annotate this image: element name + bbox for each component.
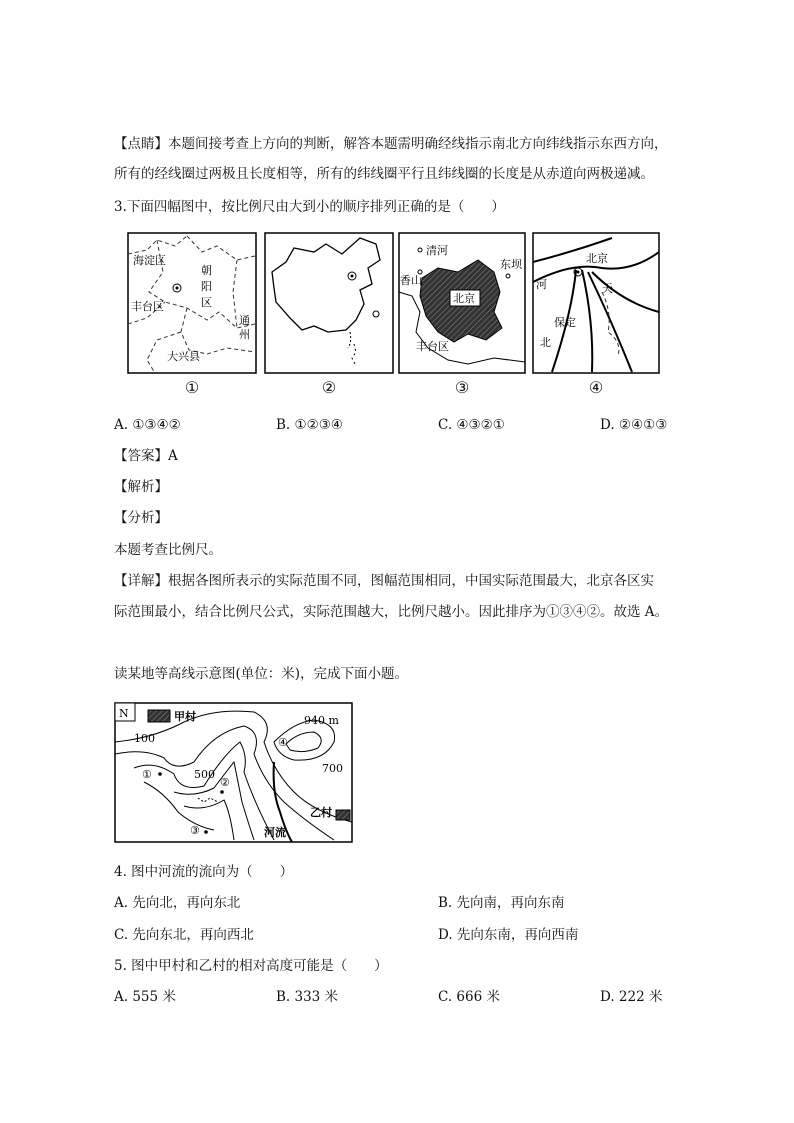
q5-option-a: A. 555 米 bbox=[114, 989, 176, 1005]
contour-label: 甲村 bbox=[174, 710, 196, 723]
map-4 bbox=[532, 232, 660, 374]
figure-number: ② bbox=[321, 378, 337, 397]
q4-option-b: B. 先向南，再向东南 bbox=[438, 895, 565, 911]
map-3 bbox=[398, 232, 526, 374]
q3-option-a: A. ①③④② bbox=[114, 417, 181, 433]
q5-option-b: B. 333 米 bbox=[276, 989, 339, 1005]
q5-option-d: D. 222 米 bbox=[600, 989, 663, 1005]
q4-option-d: D. 先向东南，再向西南 bbox=[438, 927, 579, 943]
figure-number: ③ bbox=[454, 378, 470, 397]
map1-label: 州 bbox=[239, 328, 250, 341]
figure-number: ④ bbox=[588, 378, 604, 397]
fenxi-heading: 【分析】 bbox=[114, 510, 168, 526]
map4-label: 北京 bbox=[586, 252, 608, 265]
question-5: 5. 图中甲村和乙村的相对高度可能是（ ） bbox=[114, 958, 388, 974]
map4-label: 北 bbox=[540, 336, 551, 349]
map3-label: 丰台区 bbox=[416, 340, 449, 353]
map1-label: 朝 bbox=[201, 264, 212, 277]
question-4: 4. 图中河流的流向为（ ） bbox=[114, 864, 294, 880]
map1-label: 丰台区 bbox=[131, 300, 164, 313]
contour-label: 乙村 bbox=[310, 806, 332, 819]
map3-label: 东坝 bbox=[500, 258, 522, 271]
map1-label: 通 bbox=[239, 314, 250, 327]
note-line-1: 【点睛】本题间接考查上方向的判断，解答本题需明确经线指示南北方向纬线指示东西方向， bbox=[114, 136, 668, 152]
note-line-2: 所有的经线圈过两极且长度相等，所有的纬线圈平行且纬线圈的长度是从赤道向两极递减。 bbox=[114, 166, 654, 182]
q5-option-c: C. 666 米 bbox=[438, 989, 500, 1005]
q4-option-c: C. 先向东北，再向西北 bbox=[114, 927, 254, 943]
contour-intro: 读某地等高线示意图(单位：米)，完成下面小题。 bbox=[114, 666, 409, 682]
q4-option-a: A. 先向北，再向东北 bbox=[114, 895, 241, 911]
analysis-heading: 【解析】 bbox=[114, 479, 168, 495]
north-label: N bbox=[119, 707, 129, 720]
detail-line-2: 际范围最小，结合比例尺公式，实际范围越大，比例尺越小。因此排序为①③④②。故选 A。 bbox=[114, 604, 669, 620]
contour-label: 700 bbox=[322, 762, 343, 775]
map1-label: 阳 bbox=[201, 280, 212, 293]
contour-label: 河流 bbox=[264, 826, 286, 839]
detail-line-1: 【详解】根据各图所表示的实际范围不同，图幅范围相同，中国实际范围最大，北京各区实 bbox=[114, 573, 654, 589]
contour-label: ③ bbox=[190, 824, 200, 837]
map1-label: 海淀区 bbox=[133, 254, 166, 267]
contour-label: ④ bbox=[278, 736, 288, 749]
map-1 bbox=[127, 232, 257, 374]
contour-label: 940 m bbox=[304, 714, 339, 727]
map4-label: 保定 bbox=[554, 316, 576, 329]
q3-option-b: B. ①②③④ bbox=[276, 417, 343, 433]
map3-label: 北京 bbox=[453, 292, 475, 305]
map3-label: 香山 bbox=[400, 274, 422, 287]
fenxi-text: 本题考查比例尺。 bbox=[114, 542, 222, 558]
answer: 【答案】A bbox=[114, 448, 178, 464]
map3-label: 清河 bbox=[426, 244, 448, 257]
map4-label: 天 bbox=[602, 282, 613, 295]
map1-label: 区 bbox=[201, 296, 212, 309]
map-2 bbox=[264, 232, 394, 374]
contour-label: ① bbox=[142, 768, 152, 781]
figure-number: ① bbox=[184, 378, 200, 397]
q3-option-d: D. ②④①③ bbox=[600, 417, 668, 433]
question-3: 3.下面四幅图中，按比例尺由大到小的顺序排列正确的是（ ） bbox=[114, 199, 505, 215]
map4-label: 河 bbox=[536, 278, 547, 291]
map1-label: 大兴县 bbox=[167, 350, 200, 363]
contour-label: 500 bbox=[194, 768, 215, 781]
contour-label: ② bbox=[220, 776, 230, 789]
q3-option-c: C. ④③②① bbox=[438, 417, 505, 433]
contour-map bbox=[114, 702, 354, 844]
contour-label: 100 bbox=[134, 732, 155, 745]
